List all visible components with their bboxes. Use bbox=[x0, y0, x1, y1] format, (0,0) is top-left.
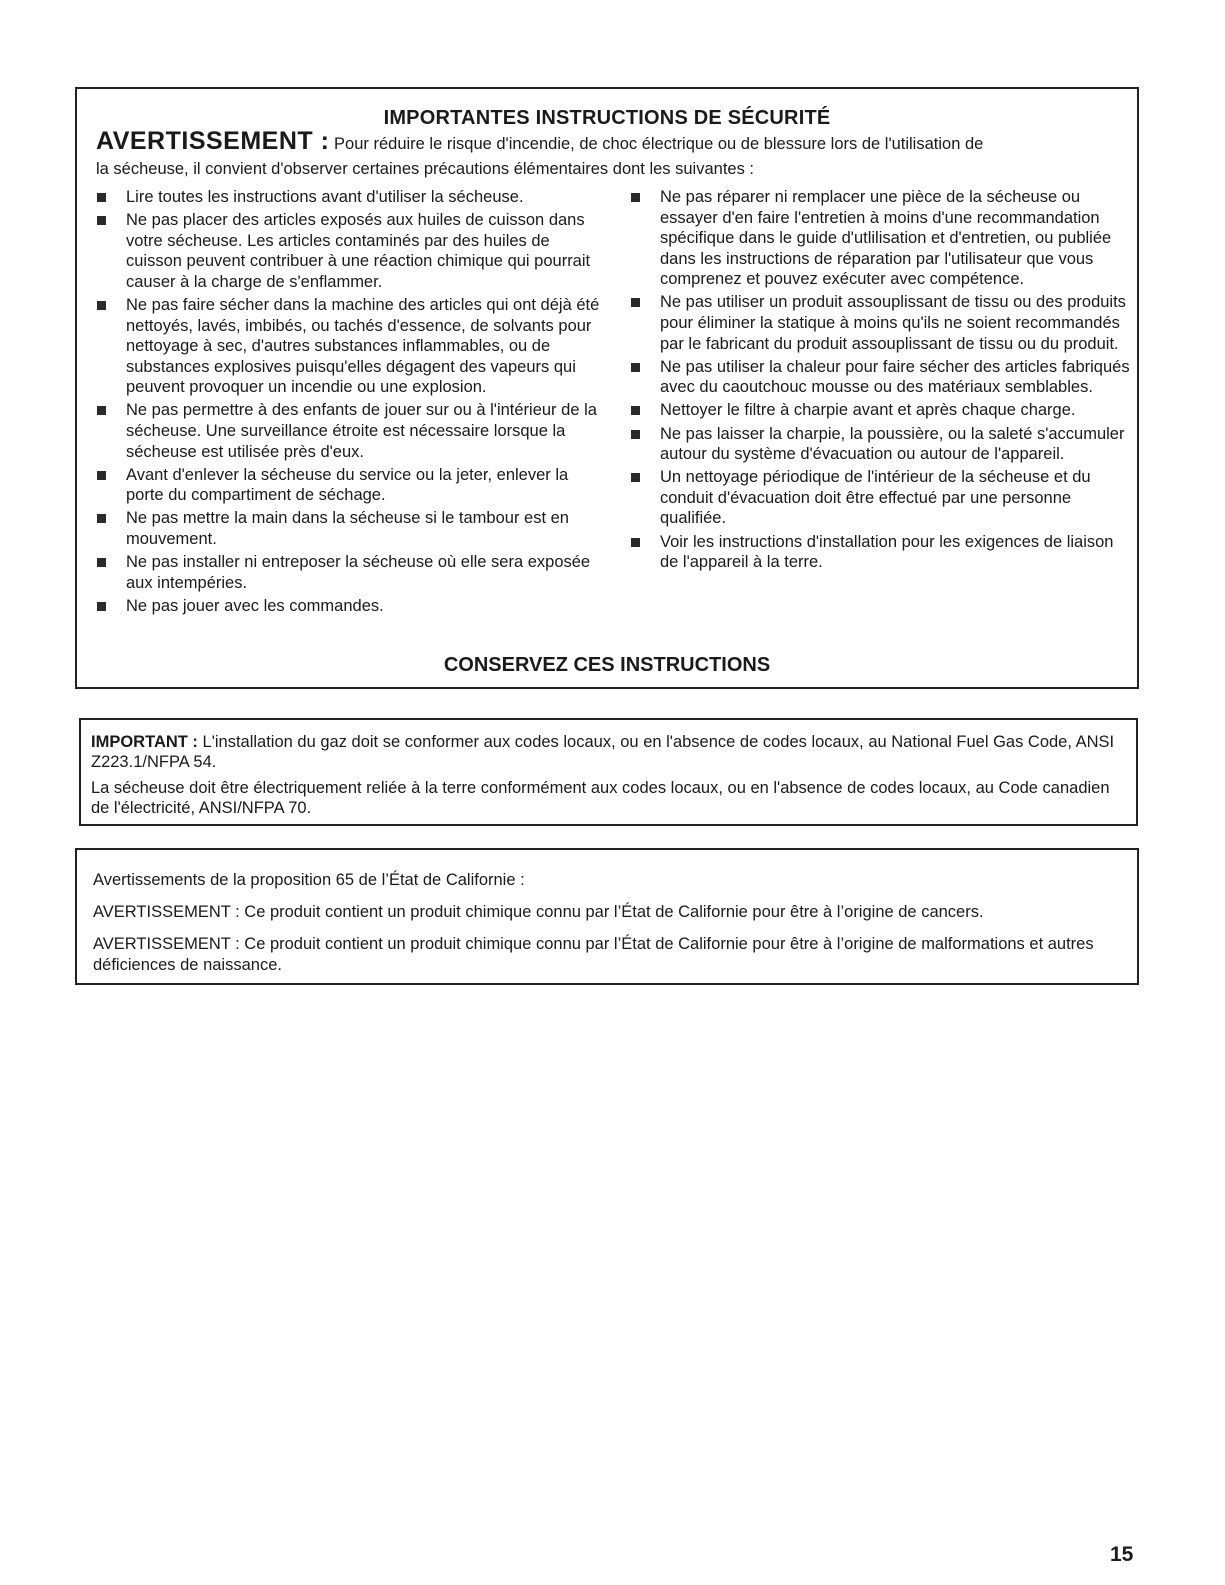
bullet-icon bbox=[97, 602, 106, 611]
bullet-icon bbox=[97, 193, 106, 202]
list-item: Ne pas installer ni entreposer la sécheuse où elle sera exposée aux intempéries. bbox=[87, 552, 607, 593]
safety-instructions-box bbox=[75, 87, 1139, 689]
warning-text-2: la sécheuse, il convient d'observer certaines précautions élémentaires dont les suivantes : bbox=[96, 160, 755, 178]
bullet-icon bbox=[97, 216, 106, 225]
bullet-icon bbox=[631, 193, 640, 202]
list-item: Ne pas utiliser la chaleur pour faire sécher des articles fabriqués avec du caoutchouc mousse ou des matériaux semblables. bbox=[621, 357, 1133, 398]
prop65-warning-1: AVERTISSEMENT : Ce produit contient un produit chimique connu par l’État de Californie pour être à l’origine de cancers. bbox=[93, 903, 984, 921]
warning-text-1: Pour réduire le risque d'incendie, de choc électrique ou de blessure lors de l'utilisation de bbox=[334, 135, 984, 153]
important-paragraph-2: La sécheuse doit être électriquement reliée à la terre conformément aux codes locaux, ou en l'absence de codes locaux, au Code canadien de l'électricité, ANSI/NFPA 70. bbox=[91, 779, 1110, 817]
list-item: Ne pas placer des articles exposés aux huiles de cuisson dans votre sécheuse. Les articles contaminés par des huiles de cuisson peuvent contribuer à une réaction chimique qui pourrait causer à la charge de s'enflammer. bbox=[87, 210, 607, 292]
list-item: Ne pas jouer avec les commandes. bbox=[87, 596, 607, 617]
safety-list-left bbox=[87, 187, 607, 619]
safety-title: IMPORTANTES INSTRUCTIONS DE SÉCURITÉ bbox=[383, 107, 831, 129]
important-paragraph-1 bbox=[91, 732, 1126, 772]
important-label: IMPORTANT : bbox=[91, 733, 198, 751]
list-item: Un nettoyage périodique de l'intérieur de la sécheuse et du conduit d'évacuation doit être effectué par une personne qualifiée. bbox=[621, 467, 1133, 529]
list-item: Lire toutes les instructions avant d'utiliser la sécheuse. bbox=[87, 187, 607, 208]
prop65-heading: Avertissements de la proposition 65 de l’État de Californie : bbox=[93, 871, 525, 889]
list-item: Ne pas faire sécher dans la machine des articles qui ont déjà été nettoyés, lavés, imbibés, ou tachés d'essence, de solvants pour nettoyage à sec, d'autres substances inflammables, ou de substances explosives puisqu'elles dégagent des vapeurs qui peuvent provoquer un incendie ou une explosion. bbox=[87, 295, 607, 398]
bullet-icon bbox=[97, 558, 106, 567]
important-text-1: L'installation du gaz doit se conformer aux codes locaux, ou en l'absence de codes locaux, au National Fuel Gas Code, ANSI Z223.1/NFPA 54. bbox=[91, 733, 1115, 771]
list-item: Ne pas permettre à des enfants de jouer sur ou à l'intérieur de la sécheuse. Une surveillance étroite est nécessaire lorsque la sécheuse est utilisée près d'eux. bbox=[87, 400, 607, 462]
bullet-icon bbox=[631, 363, 640, 372]
bullet-icon bbox=[631, 406, 640, 415]
bullet-icon bbox=[631, 473, 640, 482]
list-item: Nettoyer le filtre à charpie avant et après chaque charge. bbox=[621, 400, 1133, 421]
warning-intro bbox=[96, 127, 1126, 155]
prop65-box bbox=[75, 848, 1139, 985]
bullet-icon bbox=[97, 514, 106, 523]
safety-list-right bbox=[621, 187, 1133, 575]
list-item: Voir les instructions d'installation pour les exigences de liaison de l'appareil à la terre. bbox=[621, 532, 1133, 573]
bullet-icon bbox=[97, 301, 106, 310]
bullet-icon bbox=[97, 406, 106, 415]
list-item: Ne pas réparer ni remplacer une pièce de la sécheuse ou essayer d'en faire l'entretien à moins d'une recommandation spécifique dans le guide d'utlilisation et d'entretien, ou publiée dans les instructions de réparation par l'utilisateur que vous comprenez et pouvez exécuter avec compétence. bbox=[621, 187, 1133, 290]
bullet-icon bbox=[97, 471, 106, 480]
prop65-warning-2: AVERTISSEMENT : Ce produit contient un produit chimique connu par l’État de Californie pour être à l’origine de malformations et autres déficiences de naissance. bbox=[93, 935, 1094, 974]
bullet-icon bbox=[631, 430, 640, 439]
bullet-icon bbox=[631, 298, 640, 307]
list-item: Ne pas mettre la main dans la sécheuse si le tambour est en mouvement. bbox=[87, 508, 607, 549]
important-notice-box bbox=[79, 718, 1138, 826]
page-number: 15 bbox=[1110, 1543, 1134, 1566]
save-instructions-footer: CONSERVEZ CES INSTRUCTIONS bbox=[443, 654, 771, 676]
list-item: Avant d'enlever la sécheuse du service ou la jeter, enlever la porte du compartiment de séchage. bbox=[87, 465, 607, 506]
list-item: Ne pas utiliser un produit assouplissant de tissu ou des produits pour éliminer la statique à moins qu'ils ne soient recommandés par le fabricant du produit assouplissant de tissu ou du produit. bbox=[621, 292, 1133, 354]
list-item: Ne pas laisser la charpie, la poussière, ou la saleté s'accumuler autour du système d'évacuation ou autour de l'appareil. bbox=[621, 424, 1133, 465]
warning-label: AVERTISSEMENT : bbox=[96, 127, 330, 155]
bullet-icon bbox=[631, 538, 640, 547]
